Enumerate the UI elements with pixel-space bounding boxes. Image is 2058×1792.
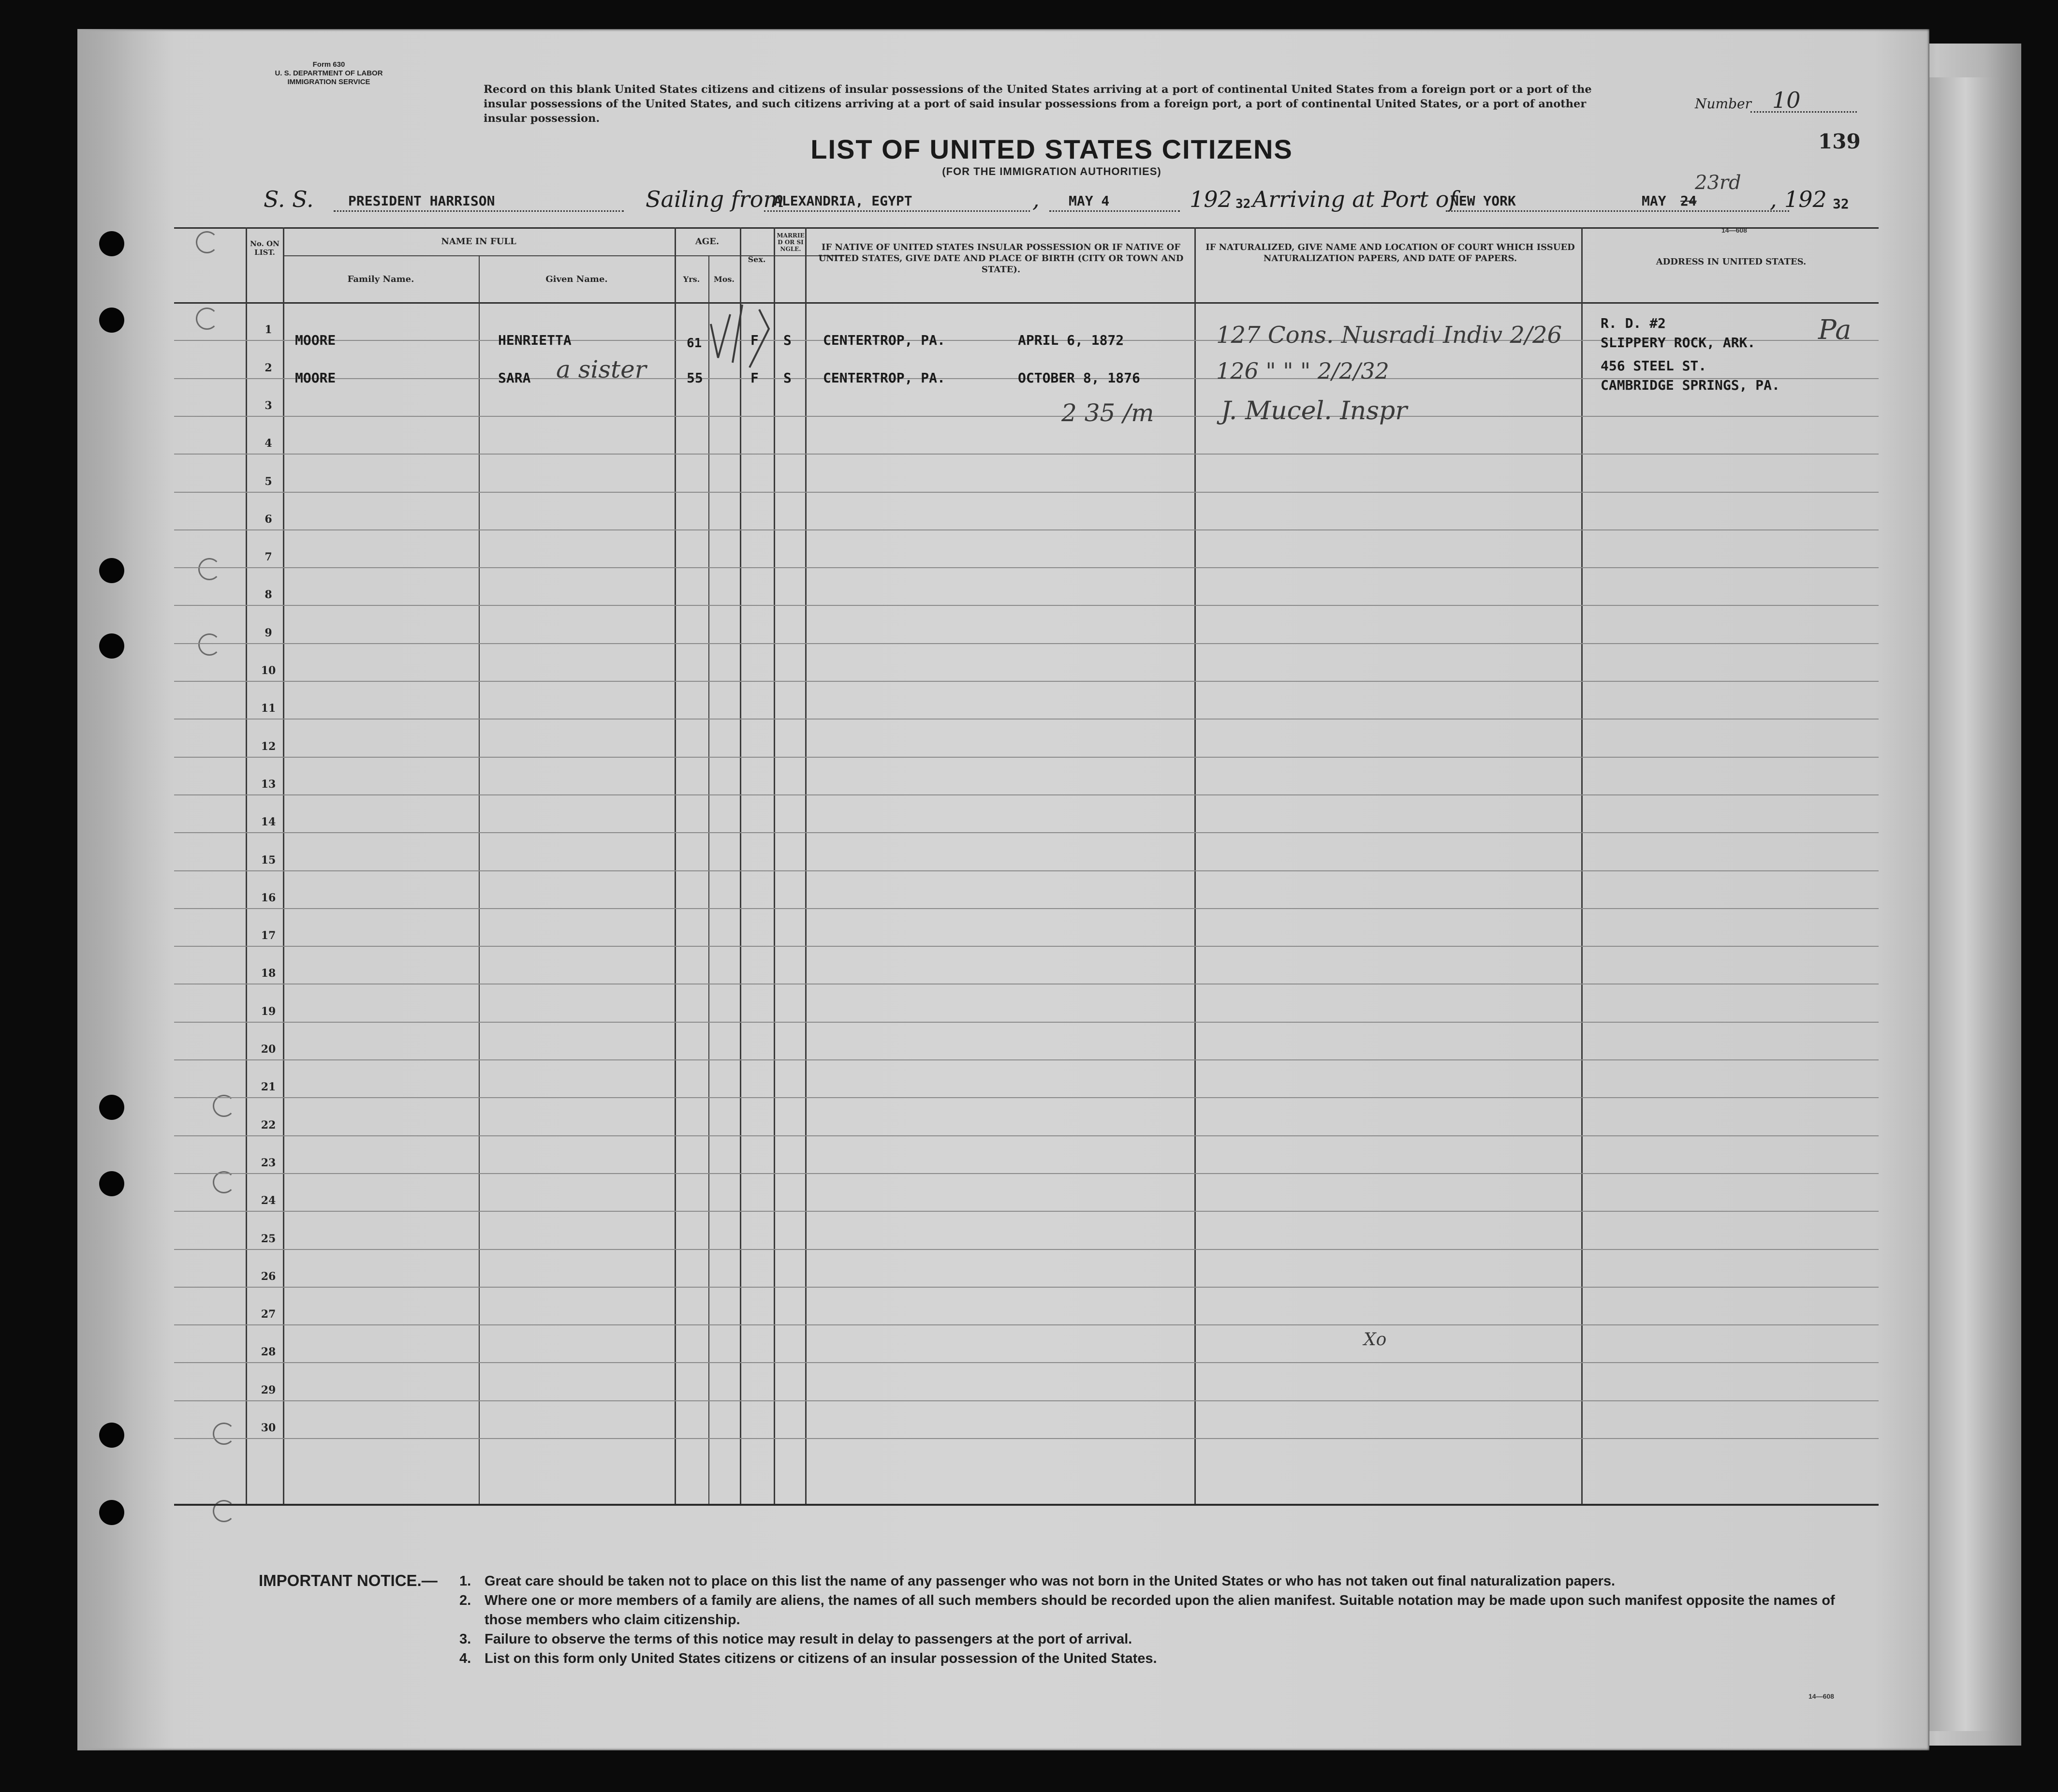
year-suffix: 32: [1235, 197, 1251, 211]
row-27-mark: Xo: [1364, 1330, 1387, 1350]
notice-item: [459, 1572, 1876, 1591]
row-number: 6: [265, 513, 272, 526]
col-header-name: NAME IN FULL: [441, 236, 516, 247]
row-number: 2: [265, 361, 272, 374]
notice-title: IMPORTANT NOTICE.—: [259, 1572, 438, 1589]
entry-1-family: MOORE: [295, 332, 336, 348]
row-number: 9: [265, 626, 272, 639]
notice-item: [459, 1649, 1876, 1668]
entry-1-address-line1: R. D. #2: [1601, 315, 1666, 331]
row-number: 21: [261, 1081, 276, 1094]
page-subtitle: (FOR THE IMMIGRATION AUTHORITIES): [942, 165, 1161, 177]
notice-item-text: Where one or more members of a family are aliens, the names of all such members should be recorded upon the alien manifest. Suitable notation may be made upon such manifest opposite the names of those members who claim citizenship.: [485, 1593, 1835, 1628]
col-divider: [740, 227, 741, 1504]
row-line: [174, 643, 1879, 644]
row-number: 29: [261, 1383, 276, 1396]
col-divider: [1194, 227, 1196, 1504]
row-line: [174, 605, 1879, 606]
row-number: 28: [261, 1346, 276, 1359]
entry-2-age: 55: [687, 370, 703, 386]
arrival-month: MAY: [1642, 193, 1666, 209]
printer-code: 14—608: [1721, 226, 1747, 234]
ship-name: PRESIDENT HARRISON: [348, 193, 495, 209]
birth-date-annotation: 2 35 /m: [1061, 399, 1154, 427]
punch-hole: [99, 231, 124, 256]
comma: ,: [1770, 186, 1777, 212]
service: IMMIGRATION SERVICE: [287, 78, 370, 86]
row-line: [174, 1287, 1879, 1288]
entry-1-birthdate: APRIL 6, 1872: [1018, 332, 1124, 348]
form-header: [251, 60, 406, 87]
entry-1-married: S: [783, 332, 792, 348]
col-header-mos: Mos.: [714, 275, 735, 284]
col-header-native: IF NATIVE OF UNITED STATES INSULAR POSSESSION OR IF NATIVE OF UNITED STATES, GIVE DATE AND PLACE OF BIRTH (CITY OR TOWN AND STATE).: [818, 242, 1184, 275]
entry-1-address-correction: Pa: [1818, 314, 1852, 346]
from-port: ALEXANDRIA, EGYPT: [774, 193, 912, 209]
punch-hole: [99, 1423, 124, 1448]
col-header-family: Family Name.: [347, 274, 414, 284]
row-line: [174, 1059, 1879, 1060]
table-border: [174, 227, 1879, 229]
number-label: Number: [1695, 96, 1751, 112]
entry-1-birthplace: CENTERTROP, PA.: [823, 332, 945, 348]
row-number: 20: [261, 1043, 276, 1056]
row-line: [174, 1211, 1879, 1212]
department: U. S. DEPARTMENT OF LABOR: [275, 69, 383, 77]
arrival-day-handwritten: 23rd: [1695, 172, 1741, 194]
form-instruction: Record on this blank United States citizens and citizens of insular possessions of the United States arriving at a port of continental United States from a foreign port or a port of the insular possessions of the United States, and such citizens arriving at a port of said insular possessions from a foreign port, a port of continental United States, or a port of another insular possession.: [484, 83, 1592, 125]
entry-1-given: HENRIETTA: [498, 332, 572, 348]
sail-date: MAY 4: [1069, 193, 1110, 209]
year-suffix: 32: [1833, 196, 1849, 212]
row-line: [174, 757, 1879, 758]
notice-item-number: 1.: [459, 1573, 471, 1589]
row-line: [174, 946, 1879, 947]
sail-date-underline: [1049, 210, 1180, 212]
printer-code: 14—608: [1808, 1692, 1834, 1700]
row-line: [174, 1097, 1879, 1098]
entry-2-birthdate: OCTOBER 8, 1876: [1018, 370, 1140, 386]
entry-2-given-note: a sister: [556, 355, 647, 383]
header-rule: [174, 302, 1879, 304]
col-header-naturalized: IF NATURALIZED, GIVE NAME AND LOCATION OF COURT WHICH ISSUED NATURALIZATION PAPERS, AND DATE OF PAPERS.: [1205, 242, 1575, 264]
row-number: 15: [261, 853, 276, 867]
notice-item-text: Failure to observe the terms of this notice may result in delay to passengers at the port of arrival.: [485, 1631, 1132, 1647]
punch-hole: [99, 558, 124, 583]
row-line: [174, 870, 1879, 871]
row-line: [174, 492, 1879, 493]
col-divider: [805, 227, 807, 1504]
row-number: 27: [261, 1308, 276, 1321]
row-line: [174, 529, 1879, 530]
row-number: 10: [261, 664, 276, 677]
underlying-sheet-edge: [1929, 77, 2002, 1731]
page-number: 139: [1818, 130, 1861, 153]
year-prefix: 192: [1190, 186, 1232, 212]
ss-label: S. S.: [264, 186, 314, 212]
col-header-address: ADDRESS IN UNITED STATES.: [1656, 257, 1807, 267]
row-number: 22: [261, 1118, 276, 1131]
punch-hole: [99, 1500, 124, 1525]
row-number: 25: [261, 1232, 276, 1245]
to-port-underline: [1446, 210, 1789, 212]
age-sub-rule: [675, 255, 723, 256]
number-underline: [1750, 111, 1857, 113]
row-line: [174, 908, 1879, 909]
col-divider: [675, 227, 676, 1504]
page-title: LIST OF UNITED STATES CITIZENS: [810, 134, 1293, 164]
row-line: [174, 1438, 1879, 1439]
row-line: [174, 416, 1879, 417]
entry-2-married: S: [783, 370, 792, 386]
comma: ,: [1032, 186, 1040, 212]
row-number: 8: [265, 588, 272, 602]
entry-2-naturalization: 126 " " " 2/2/32: [1216, 358, 1389, 384]
row-number: 14: [261, 816, 276, 829]
notice-item: [459, 1630, 1876, 1649]
row-number: 1: [265, 323, 272, 337]
punch-hole: [99, 1171, 124, 1196]
row-number: 19: [261, 1005, 276, 1018]
col-divider: [708, 255, 709, 1504]
year-prefix: 192: [1784, 186, 1827, 212]
notice-item: [459, 1591, 1876, 1630]
row-number: 17: [261, 929, 276, 942]
row-number: 16: [261, 891, 276, 904]
entry-2-family: MOORE: [295, 370, 336, 386]
row-number: 11: [261, 702, 276, 715]
col-divider: [479, 255, 480, 1504]
col-header-married: MARRIED OR SINGLE.: [777, 232, 805, 252]
col-header-sex: Sex.: [748, 255, 766, 264]
col-header-no: No. ON LIST.: [250, 239, 279, 257]
row-line: [174, 1022, 1879, 1023]
row-line: [174, 454, 1879, 455]
checkmark-annotation: [696, 295, 779, 377]
passenger-table: [174, 227, 1879, 1509]
notice-item-text: Great care should be taken not to place on this list the name of any passenger who was not born in the United States or who has not taken out final naturalization papers.: [485, 1573, 1616, 1589]
punch-hole: [99, 633, 124, 659]
page-shadow: [77, 29, 174, 1750]
entry-1-age: 61: [687, 336, 702, 351]
entry-1-naturalization: 127 Cons. Nusradi Indiv 2/26: [1216, 322, 1562, 349]
entry-1-address-line2: SLIPPERY ROCK, ARK.: [1601, 335, 1756, 351]
inspector-signature: J. Mucel. Inspr: [1221, 397, 1408, 426]
row-line: [174, 1362, 1879, 1363]
row-line: [174, 719, 1879, 720]
row-number: 12: [261, 740, 276, 753]
row-number: 4: [265, 437, 272, 450]
col-divider: [774, 227, 775, 1504]
col-header-yrs: Yrs.: [683, 275, 700, 284]
notice-item-number: 2.: [459, 1593, 471, 1608]
number-value: 10: [1772, 87, 1801, 113]
row-number: 30: [261, 1422, 276, 1434]
row-line: [174, 1324, 1879, 1325]
entry-2-address-line1: 456 STEEL ST.: [1601, 358, 1707, 374]
row-number: 7: [265, 551, 272, 564]
ship-underline: [334, 210, 624, 212]
row-number: 18: [261, 967, 276, 980]
row-line: [174, 1249, 1879, 1250]
row-line: [174, 1135, 1879, 1136]
table-bottom: [174, 1504, 1879, 1506]
entry-1-sex: F: [750, 332, 759, 348]
row-number: 23: [261, 1156, 276, 1169]
form-number: Form 630: [312, 60, 345, 69]
row-line: [174, 681, 1879, 682]
row-number: 24: [261, 1194, 276, 1207]
entry-2-birthplace: CENTERTROP, PA.: [823, 370, 945, 386]
notice-item-text: List on this form only United States citizens or citizens of an insular possession of the United States.: [485, 1651, 1157, 1666]
row-line: [174, 832, 1879, 833]
entry-2-address-line2: CAMBRIDGE SPRINGS, PA.: [1601, 377, 1780, 393]
row-number: 26: [261, 1270, 276, 1283]
col-divider: [1581, 227, 1583, 1504]
notice-item-number: 3.: [459, 1631, 471, 1647]
col-header-given: Given Name.: [545, 274, 608, 284]
row-number: 13: [261, 778, 276, 791]
row-number: 3: [265, 399, 272, 412]
sailing-label: Sailing from: [646, 186, 785, 212]
arriving-label: Arriving at Port of: [1252, 186, 1457, 212]
notice-item-number: 4.: [459, 1651, 471, 1666]
row-line: [174, 1173, 1879, 1174]
arrival-day-struck: 24: [1680, 193, 1697, 209]
row-line: [174, 567, 1879, 568]
row-line: [174, 1400, 1879, 1401]
punch-hole: [99, 1095, 124, 1120]
punch-hole: [99, 308, 124, 333]
row-line: [174, 794, 1879, 795]
row-number: 5: [265, 475, 272, 488]
entry-2-given: SARA: [498, 370, 531, 386]
from-port-underline: [764, 210, 1030, 212]
to-port: NEW YORK: [1451, 193, 1516, 209]
entry-2-sex: F: [750, 370, 759, 386]
col-header-age: AGE.: [695, 236, 720, 247]
notice-list: [459, 1572, 1876, 1668]
